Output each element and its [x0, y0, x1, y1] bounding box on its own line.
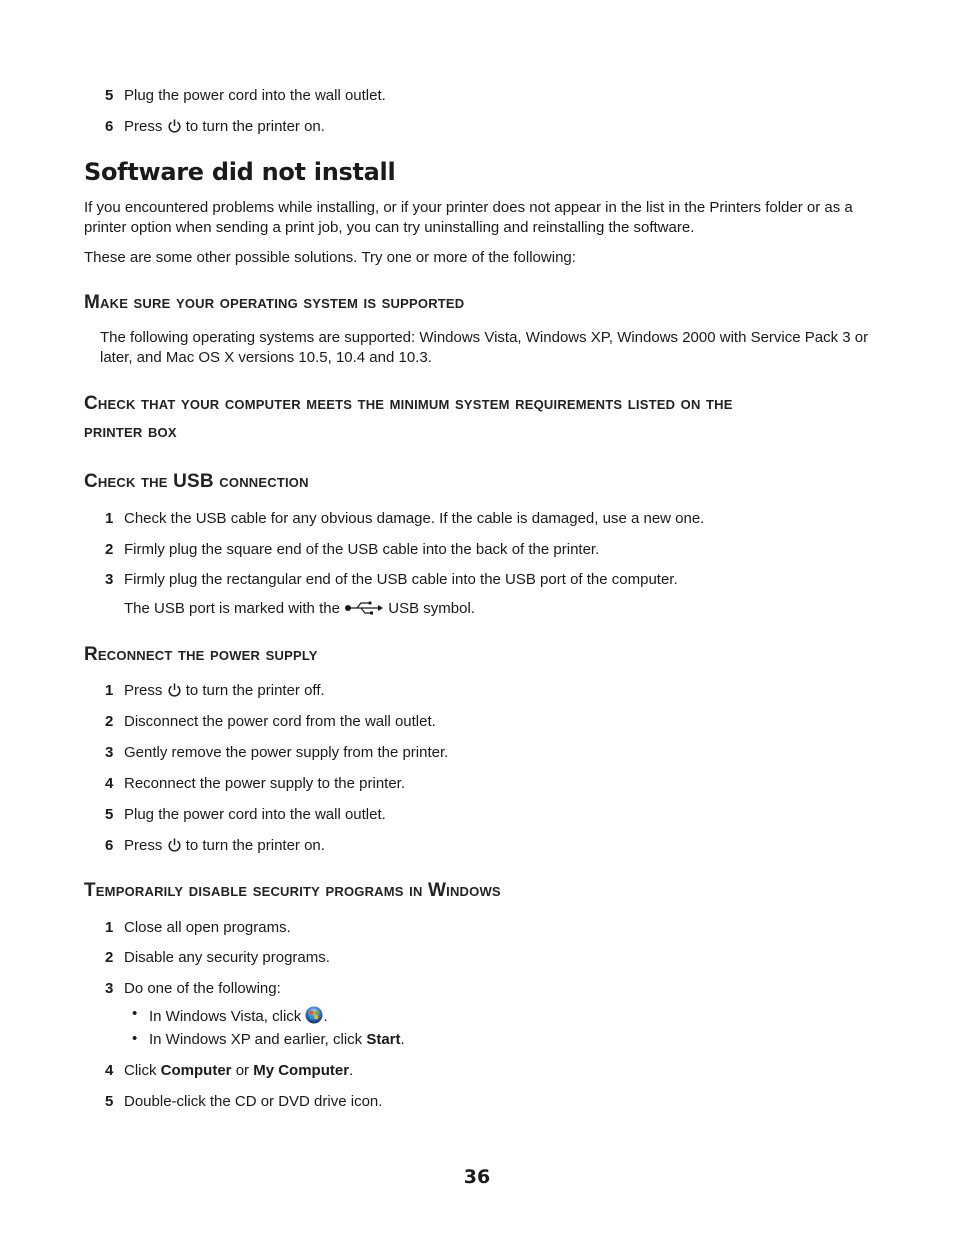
usb-note-post: USB symbol. — [388, 600, 475, 617]
usb-note-pre: The USB port is marked with the — [124, 600, 340, 617]
bullet-text-post: . — [400, 1031, 405, 1048]
page-number: 36 — [463, 1166, 491, 1188]
step-text — [124, 118, 325, 135]
step-text-pre: Press — [124, 118, 163, 135]
bullet-text-pre: In Windows XP and earlier, click — [149, 1031, 363, 1048]
step-number: 4 — [105, 775, 114, 792]
step-number: 5 — [105, 87, 114, 104]
power-icon — [167, 682, 182, 698]
step-number: 2 — [105, 713, 114, 730]
computer-label: Computer — [160, 1062, 232, 1079]
bullet: • — [132, 1005, 138, 1022]
step-text: Firmly plug the rectangular end of the USB cable into the USB port of the computer. — [124, 571, 678, 588]
bullet-text-pre: In Windows Vista, click — [149, 1008, 302, 1025]
step-text — [124, 837, 325, 854]
page-title: Software did not install — [84, 158, 396, 186]
section-heading-power: Reconnect the power supply — [84, 644, 318, 665]
start-label: Start — [366, 1031, 401, 1048]
step-text-post: to turn the printer on. — [185, 118, 325, 135]
power-icon — [167, 837, 182, 853]
step-text: Check the USB cable for any obvious damage. If the cable is damaged, use a new one. — [124, 510, 705, 527]
step-number: 1 — [105, 682, 114, 699]
intro-paragraph-2: These are some other possible solutions. Try one or more of the following: — [84, 249, 576, 266]
step-text: Plug the power cord into the wall outlet. — [124, 87, 386, 104]
my-computer-label: My Computer — [253, 1062, 350, 1079]
step-text: Disable any security programs. — [124, 949, 330, 966]
section-heading-requirements-line2: printer box — [84, 421, 177, 442]
step-text — [124, 1062, 353, 1079]
bullet-text-xp — [149, 1031, 405, 1048]
step-text — [124, 682, 325, 699]
step-number: 6 — [105, 837, 114, 854]
step-text: Firmly plug the square end of the USB cable into the back of the printer. — [124, 541, 600, 558]
section-heading-security: Temporarily disable security programs in Windows — [84, 880, 501, 901]
bullet-text-vista — [149, 1006, 328, 1025]
step-text-post: to turn the printer off. — [185, 682, 325, 699]
step-text-post: . — [349, 1062, 354, 1079]
step-number: 5 — [105, 806, 114, 823]
usb-icon — [344, 600, 384, 616]
step-text: Plug the power cord into the wall outlet. — [124, 806, 386, 823]
step-text: Double-click the CD or DVD drive icon. — [124, 1093, 383, 1110]
step-text-pre: Press — [124, 682, 163, 699]
section-heading-requirements: Check that your computer meets the minimum system requirements listed on the — [84, 393, 733, 414]
intro-paragraph: If you encountered problems while installing, or if your printer does not appear in the list in the Printers folder or as a printer option when sending a print job, you can try uninstalling and reinstalling the software. — [84, 199, 853, 236]
os-paragraph: The following operating systems are supported: Windows Vista, Windows XP, Windows 2000 with Service Pack 3 or later, and Mac OS X versions 10.5, 10.4 and 10.3. — [100, 329, 869, 366]
step-number: 4 — [105, 1062, 114, 1079]
step-number: 6 — [105, 118, 114, 135]
step-text-post: to turn the printer on. — [185, 837, 325, 854]
step-text: Gently remove the power supply from the printer. — [124, 744, 449, 761]
step-number: 2 — [105, 541, 114, 558]
step-text-pre: Click — [124, 1062, 157, 1079]
bullet: • — [132, 1030, 138, 1047]
step-number: 1 — [105, 919, 114, 936]
step-number: 3 — [105, 744, 114, 761]
section-heading-usb: Check the USB connection — [84, 471, 309, 492]
step-number: 3 — [105, 980, 114, 997]
step-number: 1 — [105, 510, 114, 527]
step-text: Close all open programs. — [124, 919, 291, 936]
power-icon — [167, 118, 182, 134]
step-number: 3 — [105, 571, 114, 588]
windows-start-icon[interactable] — [305, 1006, 323, 1024]
step-text: Disconnect the power cord from the wall outlet. — [124, 713, 436, 730]
bullet-text-post: . — [323, 1008, 328, 1025]
step-number: 2 — [105, 949, 114, 966]
step-text-mid: or — [235, 1062, 250, 1079]
section-heading-os: Make sure your operating system is supported — [84, 292, 465, 313]
usb-note — [124, 600, 475, 617]
step-text-pre: Press — [124, 837, 163, 854]
step-text: Reconnect the power supply to the printer. — [124, 775, 406, 792]
step-number: 5 — [105, 1093, 114, 1110]
step-text: Do one of the following: — [124, 980, 281, 997]
